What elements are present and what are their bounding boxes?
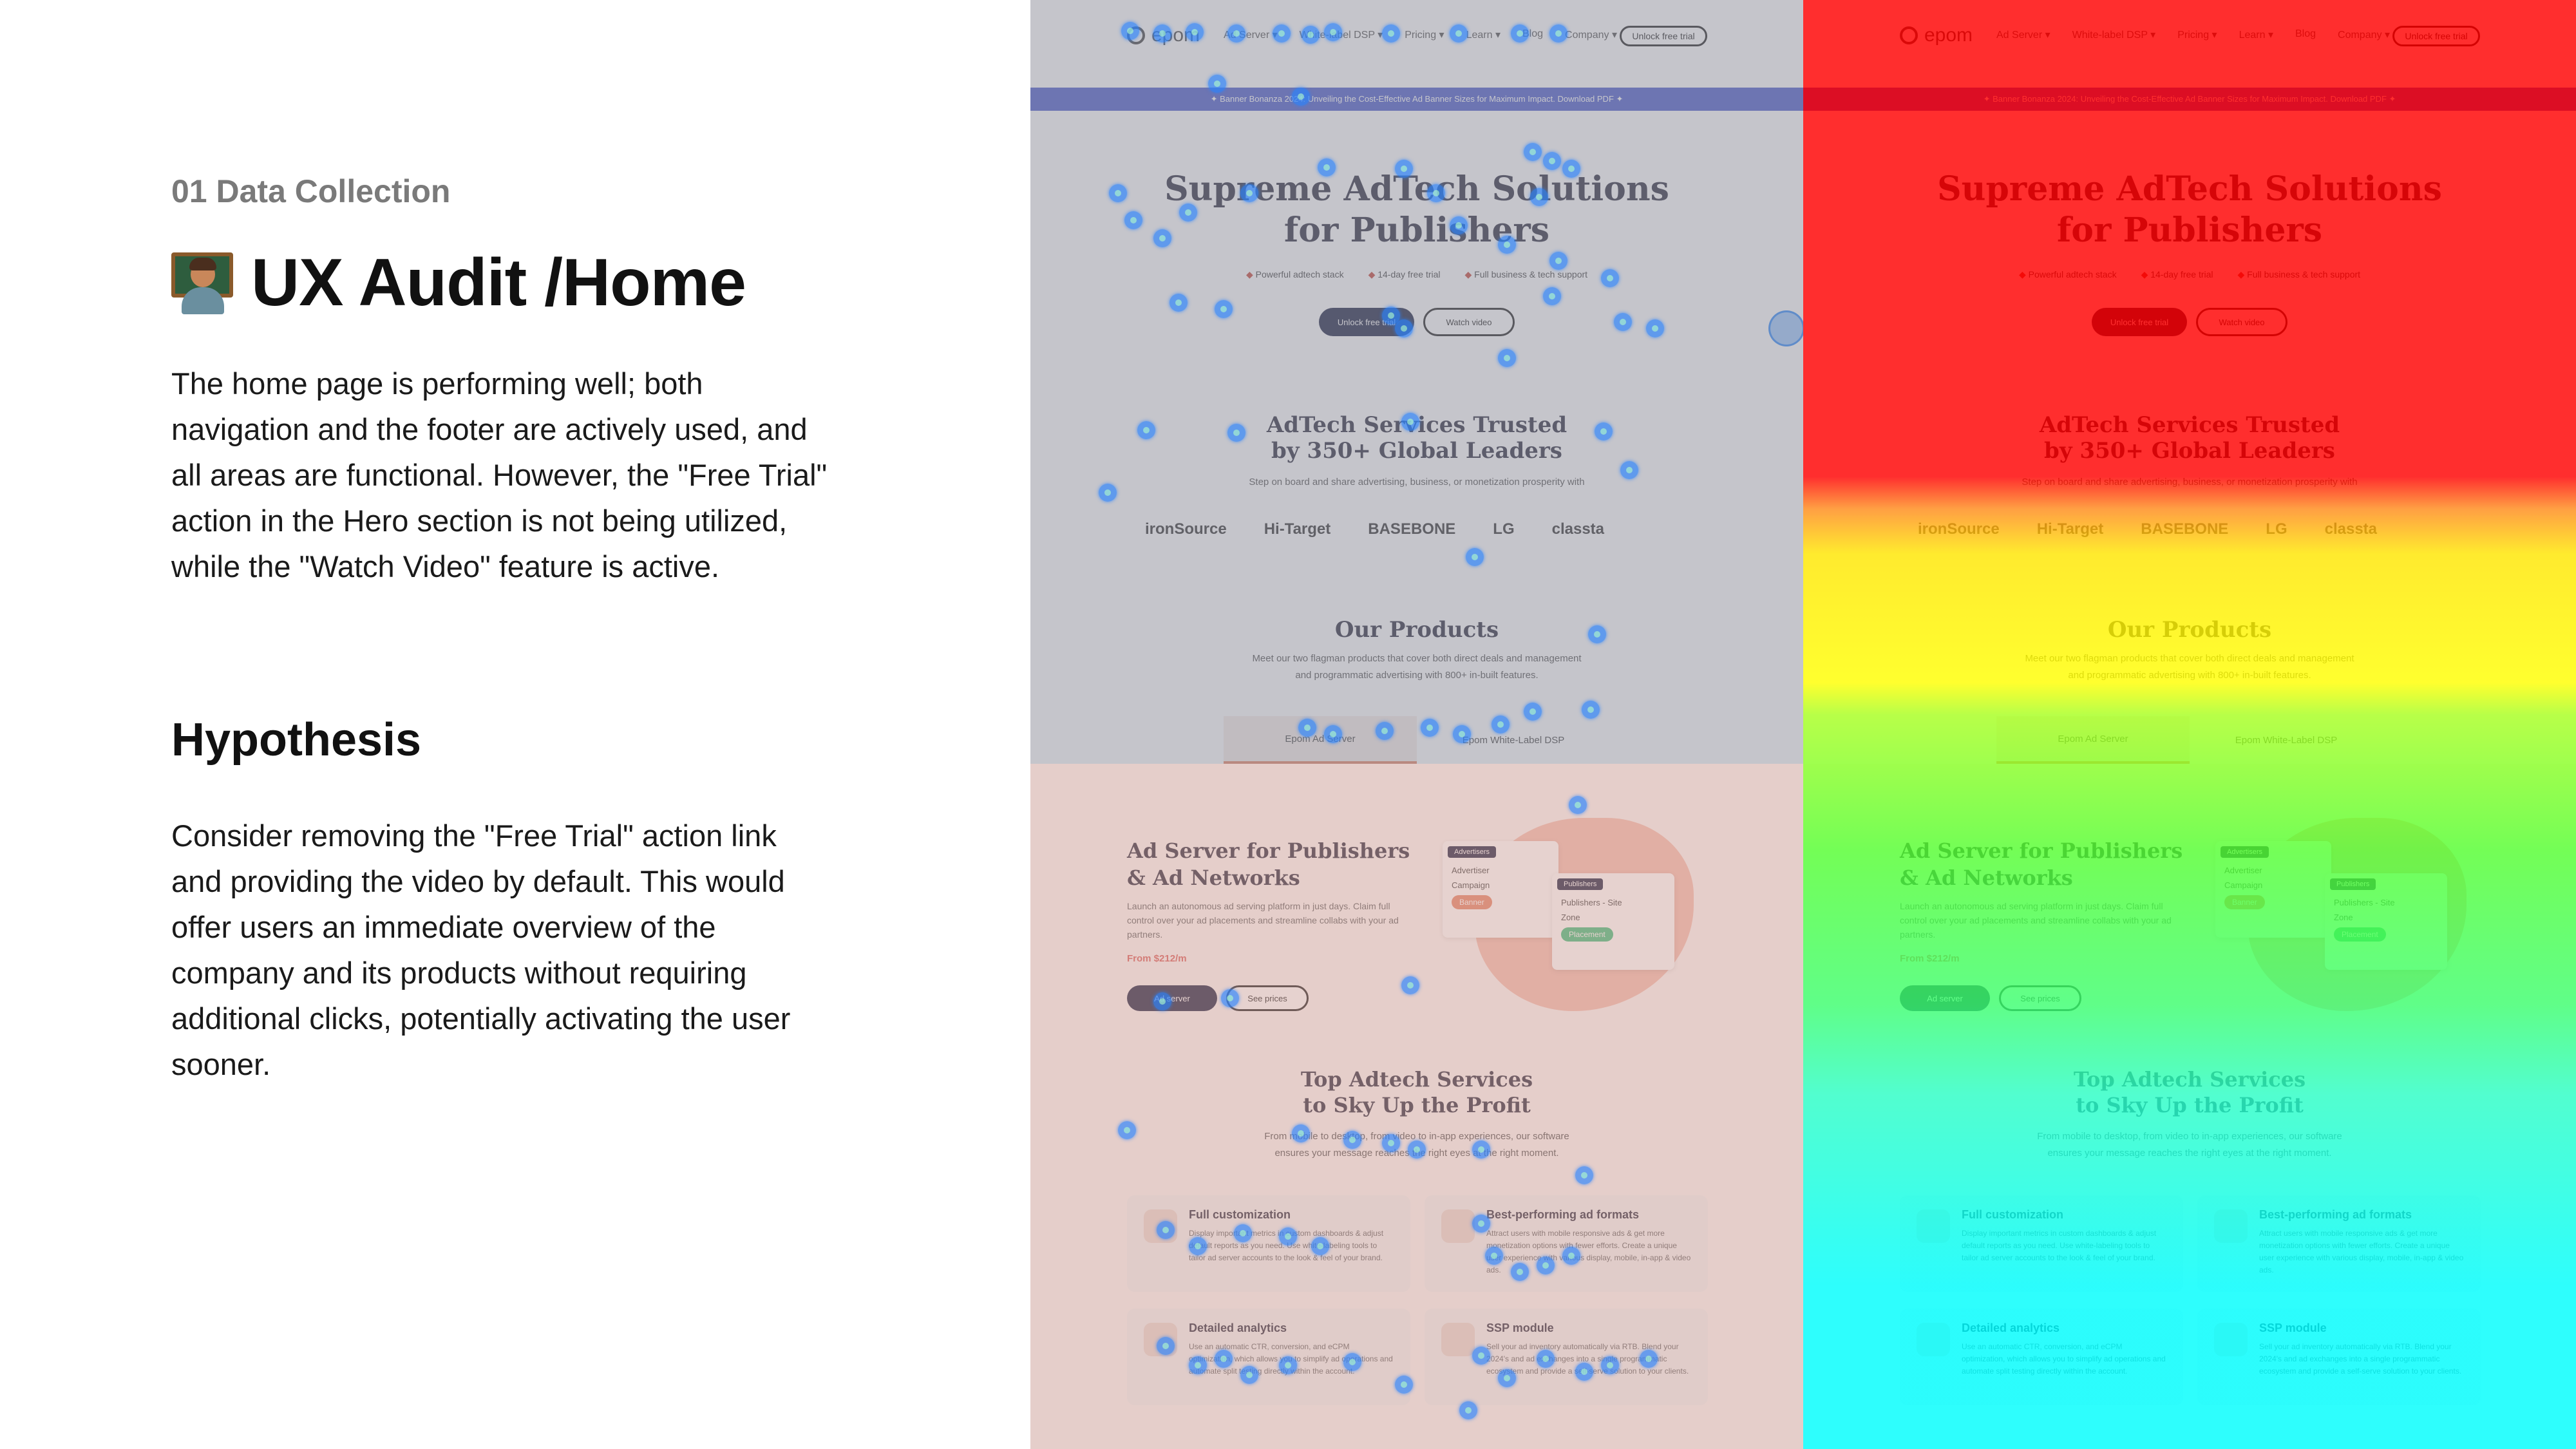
click-dot [1279, 1227, 1297, 1245]
click-dot [1170, 294, 1188, 312]
click-dot [1227, 24, 1245, 43]
click-dot [1189, 1356, 1207, 1374]
scroll-heatmap-overlay [1803, 0, 2576, 1449]
click-dot [1472, 1215, 1490, 1233]
click-dot [1395, 160, 1413, 178]
click-dot [1137, 421, 1155, 439]
audit-text-panel [0, 0, 1030, 1449]
click-dot [1302, 26, 1320, 44]
click-dot [1382, 1134, 1400, 1152]
click-dot [1215, 300, 1233, 318]
click-dot [1318, 158, 1336, 176]
click-dot [1472, 1347, 1490, 1365]
click-dot [1453, 725, 1471, 743]
click-dot [1153, 992, 1171, 1010]
click-dot [1208, 75, 1226, 93]
click-dot [1530, 188, 1548, 206]
click-dot [1401, 413, 1419, 431]
click-dot [1511, 24, 1529, 43]
click-dot [1472, 1141, 1490, 1159]
click-dot [1408, 1141, 1426, 1159]
click-dot [1620, 461, 1638, 479]
click-dot [1227, 424, 1245, 442]
click-dot [1646, 319, 1664, 337]
click-dot [1450, 24, 1468, 43]
click-dot [1240, 1366, 1258, 1384]
click-dot [1153, 24, 1171, 43]
click-dot [1395, 1376, 1413, 1394]
click-dot [1569, 796, 1587, 814]
findings-paragraph: The home page is performing well; both navigation and the footer are actively used, and all areas are functional. However, the "Free Trial" action in the Hero section is not being utilized, while the "Watch Video" feature is active. [171, 366, 828, 583]
click-dot [1395, 319, 1413, 337]
title-row [171, 245, 746, 321]
click-dot [1157, 1221, 1175, 1239]
click-dot [1466, 548, 1484, 566]
click-dot [1524, 143, 1542, 161]
click-dot [1124, 211, 1142, 229]
click-dot [1601, 1356, 1619, 1374]
clickmap-overlay-top [1030, 0, 1803, 764]
click-dot [1109, 184, 1127, 202]
click-dot [1450, 216, 1468, 234]
click-dot [1614, 313, 1632, 331]
clickmap-screenshot [1030, 0, 1803, 1449]
click-dot [1273, 24, 1291, 43]
click-dot [1099, 484, 1117, 502]
click-dot [1498, 1369, 1516, 1387]
click-dot [1575, 1363, 1593, 1381]
hypothesis-heading: Hypothesis [171, 714, 422, 766]
click-dot [1562, 160, 1580, 178]
click-dot [1549, 24, 1567, 43]
click-dot [1215, 1350, 1233, 1368]
click-dot [1234, 1224, 1252, 1242]
click-dot [1311, 1237, 1329, 1255]
click-dot [1601, 269, 1619, 287]
page-title: UX Audit /Home [251, 245, 746, 320]
clickmap-overlay-bottom [1030, 764, 1803, 1449]
click-dot [1543, 152, 1561, 170]
click-dot [1221, 989, 1239, 1007]
click-dot [1324, 23, 1342, 41]
click-dot [1292, 1124, 1310, 1142]
click-dot [1324, 725, 1342, 743]
click-dot [1562, 1247, 1580, 1265]
scroll-indicator [1768, 310, 1803, 346]
scrollmap-screenshot [1803, 0, 2576, 1449]
click-dot [1427, 184, 1445, 202]
click-dot [1549, 252, 1567, 270]
click-dot [1575, 1166, 1593, 1184]
click-dot [1292, 88, 1310, 106]
click-dot [1343, 1131, 1361, 1149]
click-dot [1298, 719, 1316, 737]
click-dot [1279, 1356, 1297, 1374]
click-dot [1376, 722, 1394, 740]
click-dot [1401, 976, 1419, 994]
click-dot [1382, 24, 1400, 43]
click-dot [1186, 23, 1204, 41]
click-dot [1492, 715, 1510, 734]
click-dot [1582, 701, 1600, 719]
click-dot [1485, 1247, 1503, 1265]
click-dot [1157, 1337, 1175, 1355]
click-dot [1524, 703, 1542, 721]
click-dot [1543, 287, 1561, 305]
click-dot [1179, 204, 1197, 222]
click-dot [1511, 1263, 1529, 1281]
click-dot [1640, 1350, 1658, 1368]
click-dot [1537, 1256, 1555, 1274]
click-dot [1537, 1350, 1555, 1368]
section-eyebrow: 01 Data Collection [171, 173, 451, 209]
click-dot [1498, 236, 1516, 254]
click-dot [1498, 349, 1516, 367]
click-dot [1121, 22, 1139, 40]
click-dot [1189, 1237, 1207, 1255]
hypothesis-paragraph: Consider removing the "Free Trial" action link and providing the video by default. This would offer users an immediate overview of the company and its products without requiring additional clicks, potentially activating the user sooner. [171, 819, 791, 1081]
click-dot [1343, 1353, 1361, 1371]
click-dot [1588, 625, 1606, 643]
click-dot [1153, 229, 1171, 247]
click-dot [1595, 422, 1613, 440]
click-dot [1240, 184, 1258, 202]
click-dot [1118, 1121, 1136, 1139]
click-dot [1421, 719, 1439, 737]
teacher-emoji-icon [171, 252, 233, 314]
click-dot [1459, 1401, 1477, 1419]
click-dot [1382, 307, 1400, 325]
